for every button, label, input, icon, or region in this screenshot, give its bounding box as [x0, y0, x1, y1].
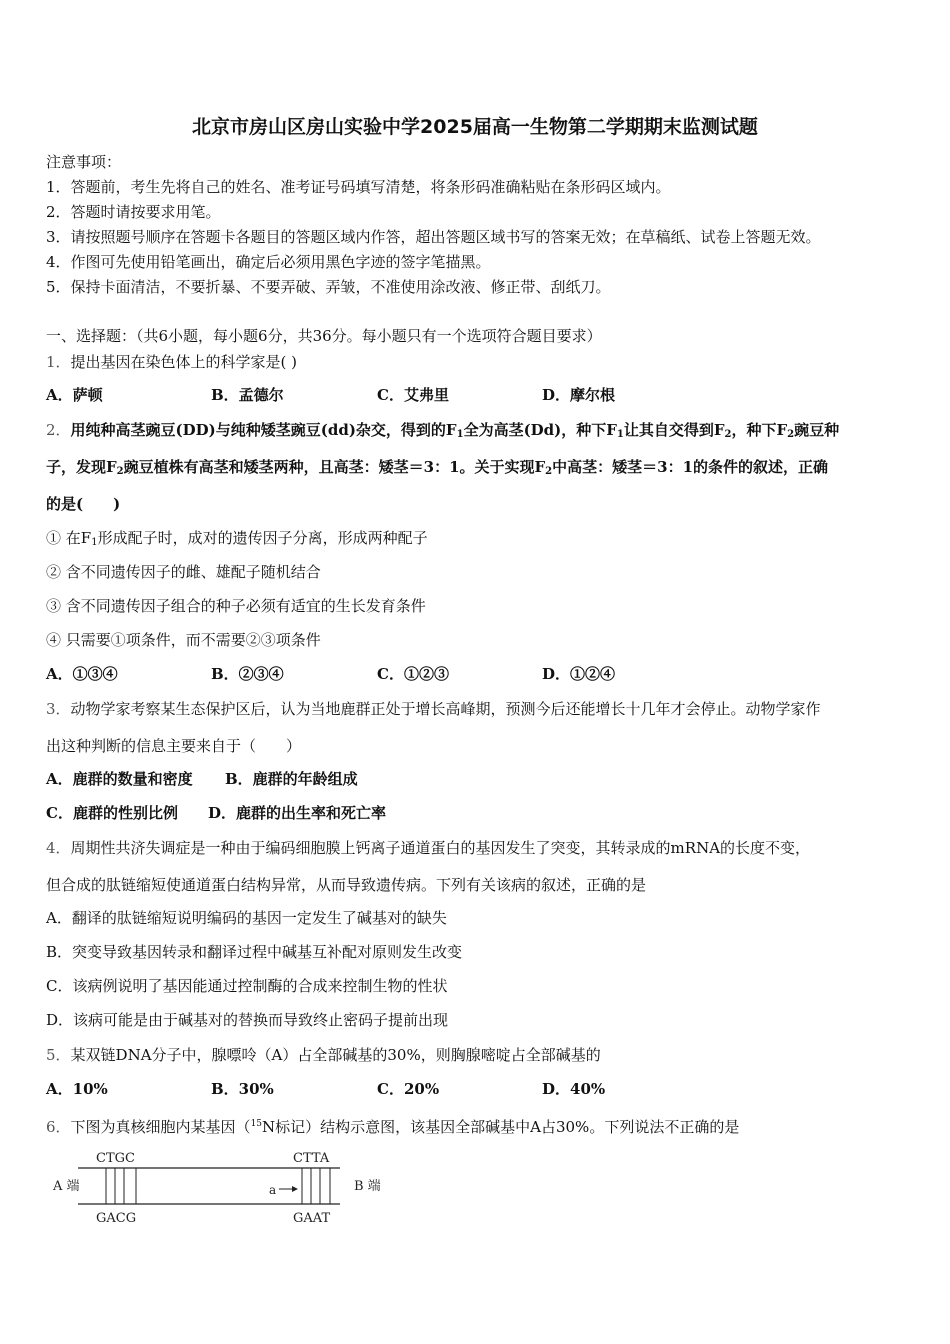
- q2-condition-4: ④ 只需要①项条件，而不需要②③项条件: [46, 631, 321, 649]
- q5-text: 某双链DNA分子中，腺嘌呤（A）占全部碱基的30%，则胸腺嘧啶占全部碱基的: [70, 1046, 601, 1064]
- q2-option-b: B．②③④: [211, 665, 284, 683]
- top-right-sequence: CTTA: [293, 1151, 330, 1166]
- subscript: 2: [787, 429, 795, 440]
- bottom-left-sequence: GACG: [96, 1211, 137, 1226]
- q2-option-c: C．①②③: [377, 665, 449, 683]
- end-b-label: B 端: [354, 1179, 381, 1194]
- q2-text: 让其自交得到F: [623, 421, 725, 439]
- superscript: 15: [250, 1119, 263, 1129]
- q5-option-b: B．30%: [211, 1080, 274, 1098]
- exam-title: 北京市房山区房山实验中学2025届高一生物第二学期期末监测试题: [192, 116, 758, 138]
- q2-text: 豌豆种: [794, 421, 840, 439]
- notice-heading: 注意事项：: [46, 153, 122, 171]
- q2-condition-2: ② 含不同遗传因子的雌、雄配子随机结合: [46, 563, 321, 581]
- q2-text: 用纯种高茎豌豆(DD)与纯种矮茎豌豆(dd)杂交，得到的F: [70, 421, 457, 439]
- section-heading: 一、选择题：（共6小题，每小题6分，共36分。每小题只有一个选项符合题目要求）: [46, 327, 602, 345]
- question-stem: 提出基因在染色体上的科学家是( ): [70, 353, 298, 371]
- question-number: 5．: [46, 1046, 71, 1064]
- q2-option-d: D．①②④: [542, 665, 616, 683]
- question-number: 6．: [46, 1118, 71, 1136]
- question-3-line-1: [46, 699, 910, 719]
- bottom-right-sequence: GAAT: [293, 1211, 331, 1226]
- question-number: 1．: [46, 353, 71, 371]
- q2-condition-1: [46, 528, 910, 553]
- q5-option-d: D．40%: [542, 1080, 606, 1098]
- question-6: [46, 1114, 910, 1137]
- top-left-sequence: CTGC: [96, 1151, 135, 1166]
- question-number: 3．: [46, 700, 71, 718]
- q6-text: N标记）结构示意图，该基因全部碱基中A占30%。下列说法不正确的是: [262, 1118, 740, 1136]
- q2-text: 子，发现F: [46, 458, 117, 476]
- q3-option-a: [46, 769, 193, 789]
- notice-item-2: 2．答题时请按要求用笔。: [46, 203, 221, 221]
- subscript: 2: [545, 466, 553, 477]
- q3-option-b: [225, 769, 358, 789]
- q4-option-b: B．突变导致基因转录和翻译过程中碱基互补配对原则发生改变: [46, 943, 463, 961]
- subscript: 1: [91, 537, 98, 548]
- subscript: 2: [116, 466, 124, 477]
- q1-option-d: D．摩尔根: [542, 386, 616, 404]
- q6-text: 下图为真核细胞内某基因（: [70, 1118, 251, 1136]
- q3-text: 动物学家考察某生态保护区后，认为当地鹿群正处于增长高峰期，预测今后还能增长十几年才会停止。动物学家作: [70, 700, 821, 718]
- question-1: [46, 352, 910, 372]
- question-number: 4．: [46, 839, 71, 857]
- q2-text: 豌豆植株有高茎和矮茎两种，且高茎：矮茎＝3：1。关于实现F: [123, 458, 546, 476]
- notice-item-5: 5．保持卡面清洁，不要折暴、不要弄破、弄皱，不准使用涂改液、修正带、刮纸刀。: [46, 278, 611, 296]
- q2-option-a: A．①③④: [46, 665, 118, 683]
- q2-text: 全为高茎(Dd)，种下F: [463, 421, 617, 439]
- subscript: 2: [724, 429, 732, 440]
- question-number: 2．: [46, 421, 71, 439]
- q2-text: 形成配子时，成对的遗传因子分离，形成两种配子: [97, 529, 428, 547]
- option-text: B．鹿群的年龄组成: [225, 770, 358, 788]
- question-2-line-2: [46, 457, 910, 482]
- arrow-a-label: a: [269, 1183, 277, 1197]
- q4-option-c: C．该病例说明了基因能通过控制酶的合成来控制生物的性状: [46, 977, 448, 995]
- q4-text: 周期性共济失调症是一种由于编码细胞膜上钙离子通道蛋白的基因发生了突变，其转录成的mRNA的长度不变，: [70, 839, 811, 857]
- q2-text: 中高茎：矮茎＝3：1的条件的叙述，正确: [552, 458, 829, 476]
- q1-option-a: A．萨顿: [46, 386, 103, 404]
- q5-option-c: C．20%: [377, 1080, 440, 1098]
- subscript: 1: [456, 429, 464, 440]
- question-2-line-1: [46, 420, 910, 445]
- option-text: D．鹿群的出生率和死亡率: [208, 804, 387, 822]
- q1-option-c: C．艾弗里: [377, 386, 449, 404]
- q5-option-a: A．10%: [46, 1080, 108, 1098]
- question-2-line-3: 的是( ): [46, 495, 121, 513]
- subscript: 1: [616, 429, 624, 440]
- notice-item-3: 3．请按照题号顺序在答题卡各题目的答题区域内作答，超出答题区域书写的答案无效；在草稿纸、试卷上答题无效。: [46, 228, 821, 246]
- gene-structure-diagram: [48, 1146, 398, 1230]
- q2-condition-3: ③ 含不同遗传因子组合的种子必须有适宜的生长发育条件: [46, 597, 426, 615]
- notice-item-1: 1．答题前，考生先将自己的姓名、准考证号码填写清楚，将条形码准确粘贴在条形码区域内。: [46, 178, 671, 196]
- q2-text: ，种下F: [731, 421, 788, 439]
- option-text: C．鹿群的性别比例: [46, 804, 178, 822]
- question-4-line-2: 但合成的肽链缩短使通道蛋白结构异常，从而导致遗传病。下列有关该病的叙述，正确的是: [46, 876, 647, 894]
- question-5: [46, 1045, 910, 1065]
- arrow-head-icon: [292, 1186, 298, 1192]
- q1-option-b: B．孟德尔: [211, 386, 284, 404]
- notice-item-4: 4．作图可先使用铅笔画出，确定后必须用黑色字迹的签字笔描黑。: [46, 253, 491, 271]
- end-a-label: A 端: [53, 1179, 80, 1194]
- q2-text: ① 在F: [46, 529, 92, 547]
- question-4-line-1: [46, 838, 910, 858]
- q4-option-a: A．翻译的肽链缩短说明编码的基因一定发生了碱基对的缺失: [46, 909, 447, 927]
- q3-option-d: [208, 803, 386, 823]
- question-3-line-2: 出这种判断的信息主要来自于（ ）: [46, 737, 302, 755]
- q4-option-d: D．该病可能是由于碱基对的替换而导致终止密码子提前出现: [46, 1011, 449, 1029]
- option-text: A．鹿群的数量和密度: [46, 770, 193, 788]
- q3-option-c: [46, 803, 178, 823]
